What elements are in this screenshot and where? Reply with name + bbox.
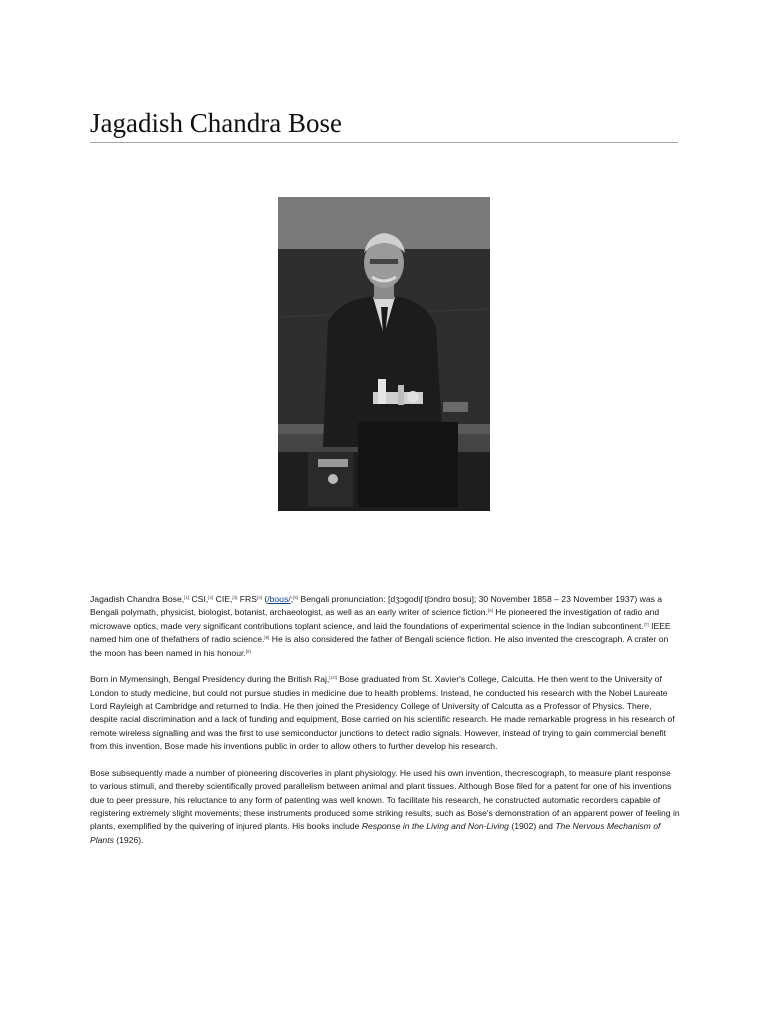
reference-10[interactable]: [10]: [329, 675, 337, 681]
reference-2[interactable]: [2]: [208, 595, 214, 600]
text-run: Born in Mymensingh, Bengal Presidency during the British Raj,: [90, 674, 330, 685]
text-run: FRS: [237, 594, 257, 604]
book-title-1: Response in the Living and Non-Living: [361, 821, 509, 832]
biography-paragraph: [90, 673, 680, 753]
text-run: (: [261, 594, 268, 604]
text-run: (1926).: [113, 834, 144, 845]
article-body: [90, 593, 680, 860]
portrait-photo: [278, 197, 490, 511]
intro-paragraph: [90, 593, 680, 660]
text-run: ;: [290, 594, 294, 604]
reference-8[interactable]: [8]: [264, 635, 270, 641]
text-run: He pioneered the investigation of radio and microwave optics, made very significant contributions toplant science, and laid the foundations of experimental science in the Indian subcontinent.: [90, 607, 660, 631]
text-run: IEEE named him one of thefathers of radio science.: [90, 620, 671, 645]
text-run: CIE,: [213, 594, 233, 604]
reference-5[interactable]: [5]: [293, 595, 299, 600]
reference-9[interactable]: [9]: [245, 648, 251, 654]
reference-1[interactable]: [1]: [184, 595, 190, 600]
reference-3[interactable]: [3]: [232, 595, 238, 600]
text-run: CSI,: [189, 594, 209, 604]
text-run: Bose graduated from St. Xavier's College, Calcutta. He then went to the University of London to study medicine, but could not pursue studies in medicine due to health problems. Instead, he conducted his research with the Nobel Laureate Lord Rayleigh at Cambridge and returned to India. He then joined the Presidency College of University of Calcutta as a Professor of Physics. There, despite racial discrimination and a lack of funding and equipment, Bose carried on his scientific research. He made remarkable progress in his research of remote wireless signalling and was the first to use semiconductor junctions to detect radio signals. However, instead of trying to gain commercial benefit from this invention, Bose made his inventions public in order to allow others to further develop his research.: [90, 674, 675, 752]
text-run: Bengali pronunciation: [dʒɔgodiʃ tʃɔndro bosu]; 30 November 1858 – 23 November 1937) was a Bengali polymath, physicist, biologist, botanist, archaeologist, as well as an early writer of science fiction.: [90, 594, 663, 618]
text-run: Bose subsequently made a number of pioneering discoveries in plant physiology. He used his own invention, thecrescograph, to measure plant response to various stimuli, and thereby scientifically proved parallelism between animal and plant tissues. Although Bose filed for a patent for one of his inventions due to peer pressure, his reluctance to any form of patenting was well known. To facilitate his research, he constructed automatic recorders capable of registering extremely slight movements; these instruments produced some striking results, such as Bose's demonstration of an apparent power of feeling in plants, exemplified by the quivering of injured plants. His books include: [90, 767, 680, 832]
reference-6[interactable]: [6]: [487, 608, 493, 614]
article-title: Jagadish Chandra Bose: [90, 108, 678, 143]
research-paragraph: [90, 767, 680, 847]
text-run: (1902) and: [508, 821, 556, 832]
reference-7[interactable]: [7]: [643, 621, 649, 627]
text-run: He is also considered the father of Bengali science fiction. He also invented the crescograph. A crater on the moon has been named in his honour.: [90, 634, 669, 658]
portrait-illustration: [278, 197, 490, 511]
text-run: Jagadish Chandra Bose,: [90, 594, 185, 604]
reference-4[interactable]: [4]: [256, 595, 262, 600]
book-title-2: The Nervous Mechanism of Plants: [90, 821, 661, 845]
pronunciation-link[interactable]: /boʊs/: [267, 594, 291, 604]
